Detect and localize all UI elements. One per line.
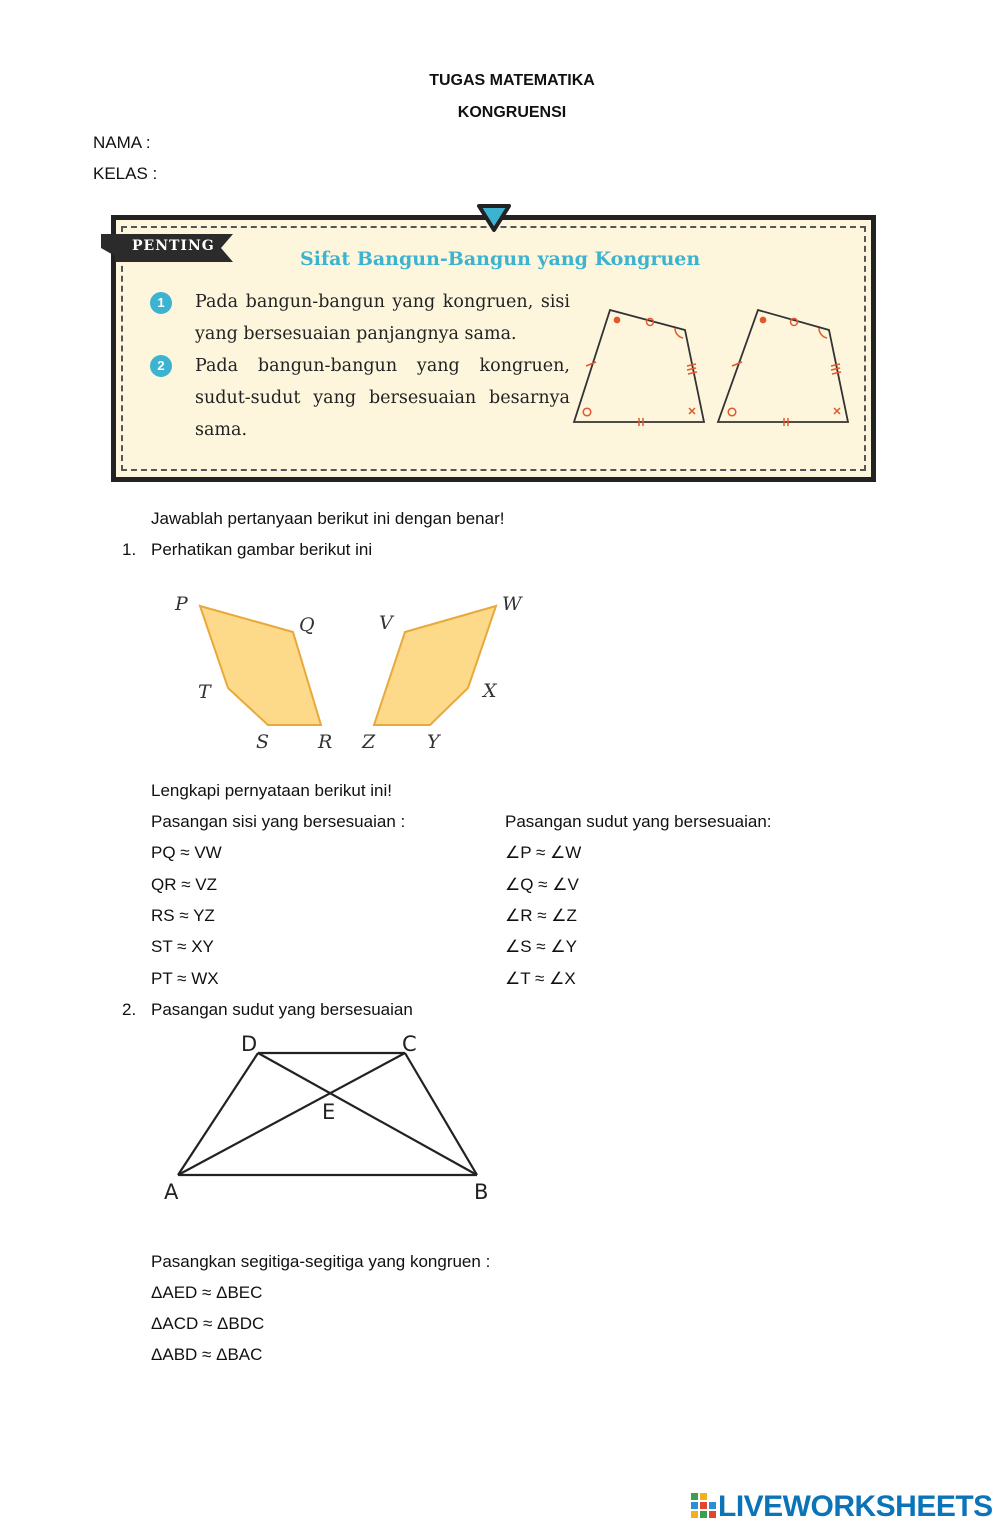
label-Z: Z [362,731,376,753]
label-Y: Y [427,731,440,753]
triangle-pair: ΔACD ≈ ΔBDC [151,1314,265,1333]
point-1-badge: 1 [150,292,172,314]
label-V: V [379,612,393,634]
penting-tag-label: PENTING [132,238,215,254]
q1-number: 1. [122,540,137,559]
side-bc [405,1053,477,1175]
label-E: E [322,1100,336,1124]
triangle-pair: ΔABD ≈ ΔBAC [151,1345,263,1364]
point-2-text: Pada bangun-bangun yang kongruen, sudut-sudut yang bersesuaian besarnya sama. [195,356,570,440]
label-D: D [241,1032,258,1056]
q2-prompt: Pasangan sudut yang bersesuaian [151,1000,413,1019]
page-subtitle: KONGRUENSI [457,104,567,121]
instruction-text: Jawablah pertanyaan berikut ini dengan benar! [151,509,505,528]
q1-prompt: Perhatikan gambar berikut ini [151,540,373,559]
angles-header: Pasangan sudut yang bersesuaian: [505,812,772,831]
side-pair: RS ≈ YZ [151,906,215,925]
label-C: C [402,1032,417,1056]
triangle-down-icon [476,203,512,233]
label-X: X [483,680,497,702]
quadrilateral-left [574,310,704,422]
class-label: KELAS : [93,164,158,183]
label-B: B [474,1180,489,1204]
side-pair: ST ≈ XY [151,937,214,956]
side-pair: PQ ≈ VW [151,843,222,862]
angle-pair: ∠T ≈ ∠X [505,969,576,988]
label-P: P [175,593,188,615]
side-pair: PT ≈ WX [151,969,219,988]
name-label: NAMA : [93,133,151,152]
congruent-quadrilaterals-figure [566,300,866,435]
label-R: R [318,731,333,753]
quadrilateral-right [718,310,848,422]
pair-prompt: Pasangkan segitiga-segitiga yang kongruen : [151,1252,491,1271]
side-ad [178,1053,258,1175]
sides-header: Pasangan sisi yang bersesuaian : [151,812,406,831]
page-title: TUGAS MATEMATIKA [429,72,595,89]
angle-pair: ∠P ≈ ∠W [505,843,582,862]
penting-heading: Sifat Bangun-Bangun yang Kongruen [300,248,701,270]
trapezoid-figure [155,1025,515,1210]
triangle-pair: ΔAED ≈ ΔBEC [151,1283,263,1302]
brand-logo-text: LIVEWORKSHEETS [718,1490,993,1523]
complete-prompt: Lengkapi pernyataan berikut ini! [151,781,392,800]
angle-pair: ∠R ≈ ∠Z [505,906,577,925]
label-S: S [256,731,270,753]
point-2-badge: 2 [150,355,172,377]
label-W: W [502,593,522,615]
angle-dot-right [760,317,765,322]
label-T: T [198,681,211,703]
angle-pair: ∠Q ≈ ∠V [505,875,579,894]
q2-number: 2. [122,1000,137,1019]
angle-dot-left [614,317,619,322]
label-Q: Q [299,614,315,636]
liveworksheets-logo-icon [691,1493,717,1519]
angle-pair: ∠S ≈ ∠Y [505,937,577,956]
point-1-text: Pada bangun-bangun yang kongruen, sisi yang bersesuaian panjangnya sama. [195,292,570,344]
pentagon-figure [160,585,540,760]
side-pair: QR ≈ VZ [151,875,217,894]
label-A: A [164,1180,179,1204]
